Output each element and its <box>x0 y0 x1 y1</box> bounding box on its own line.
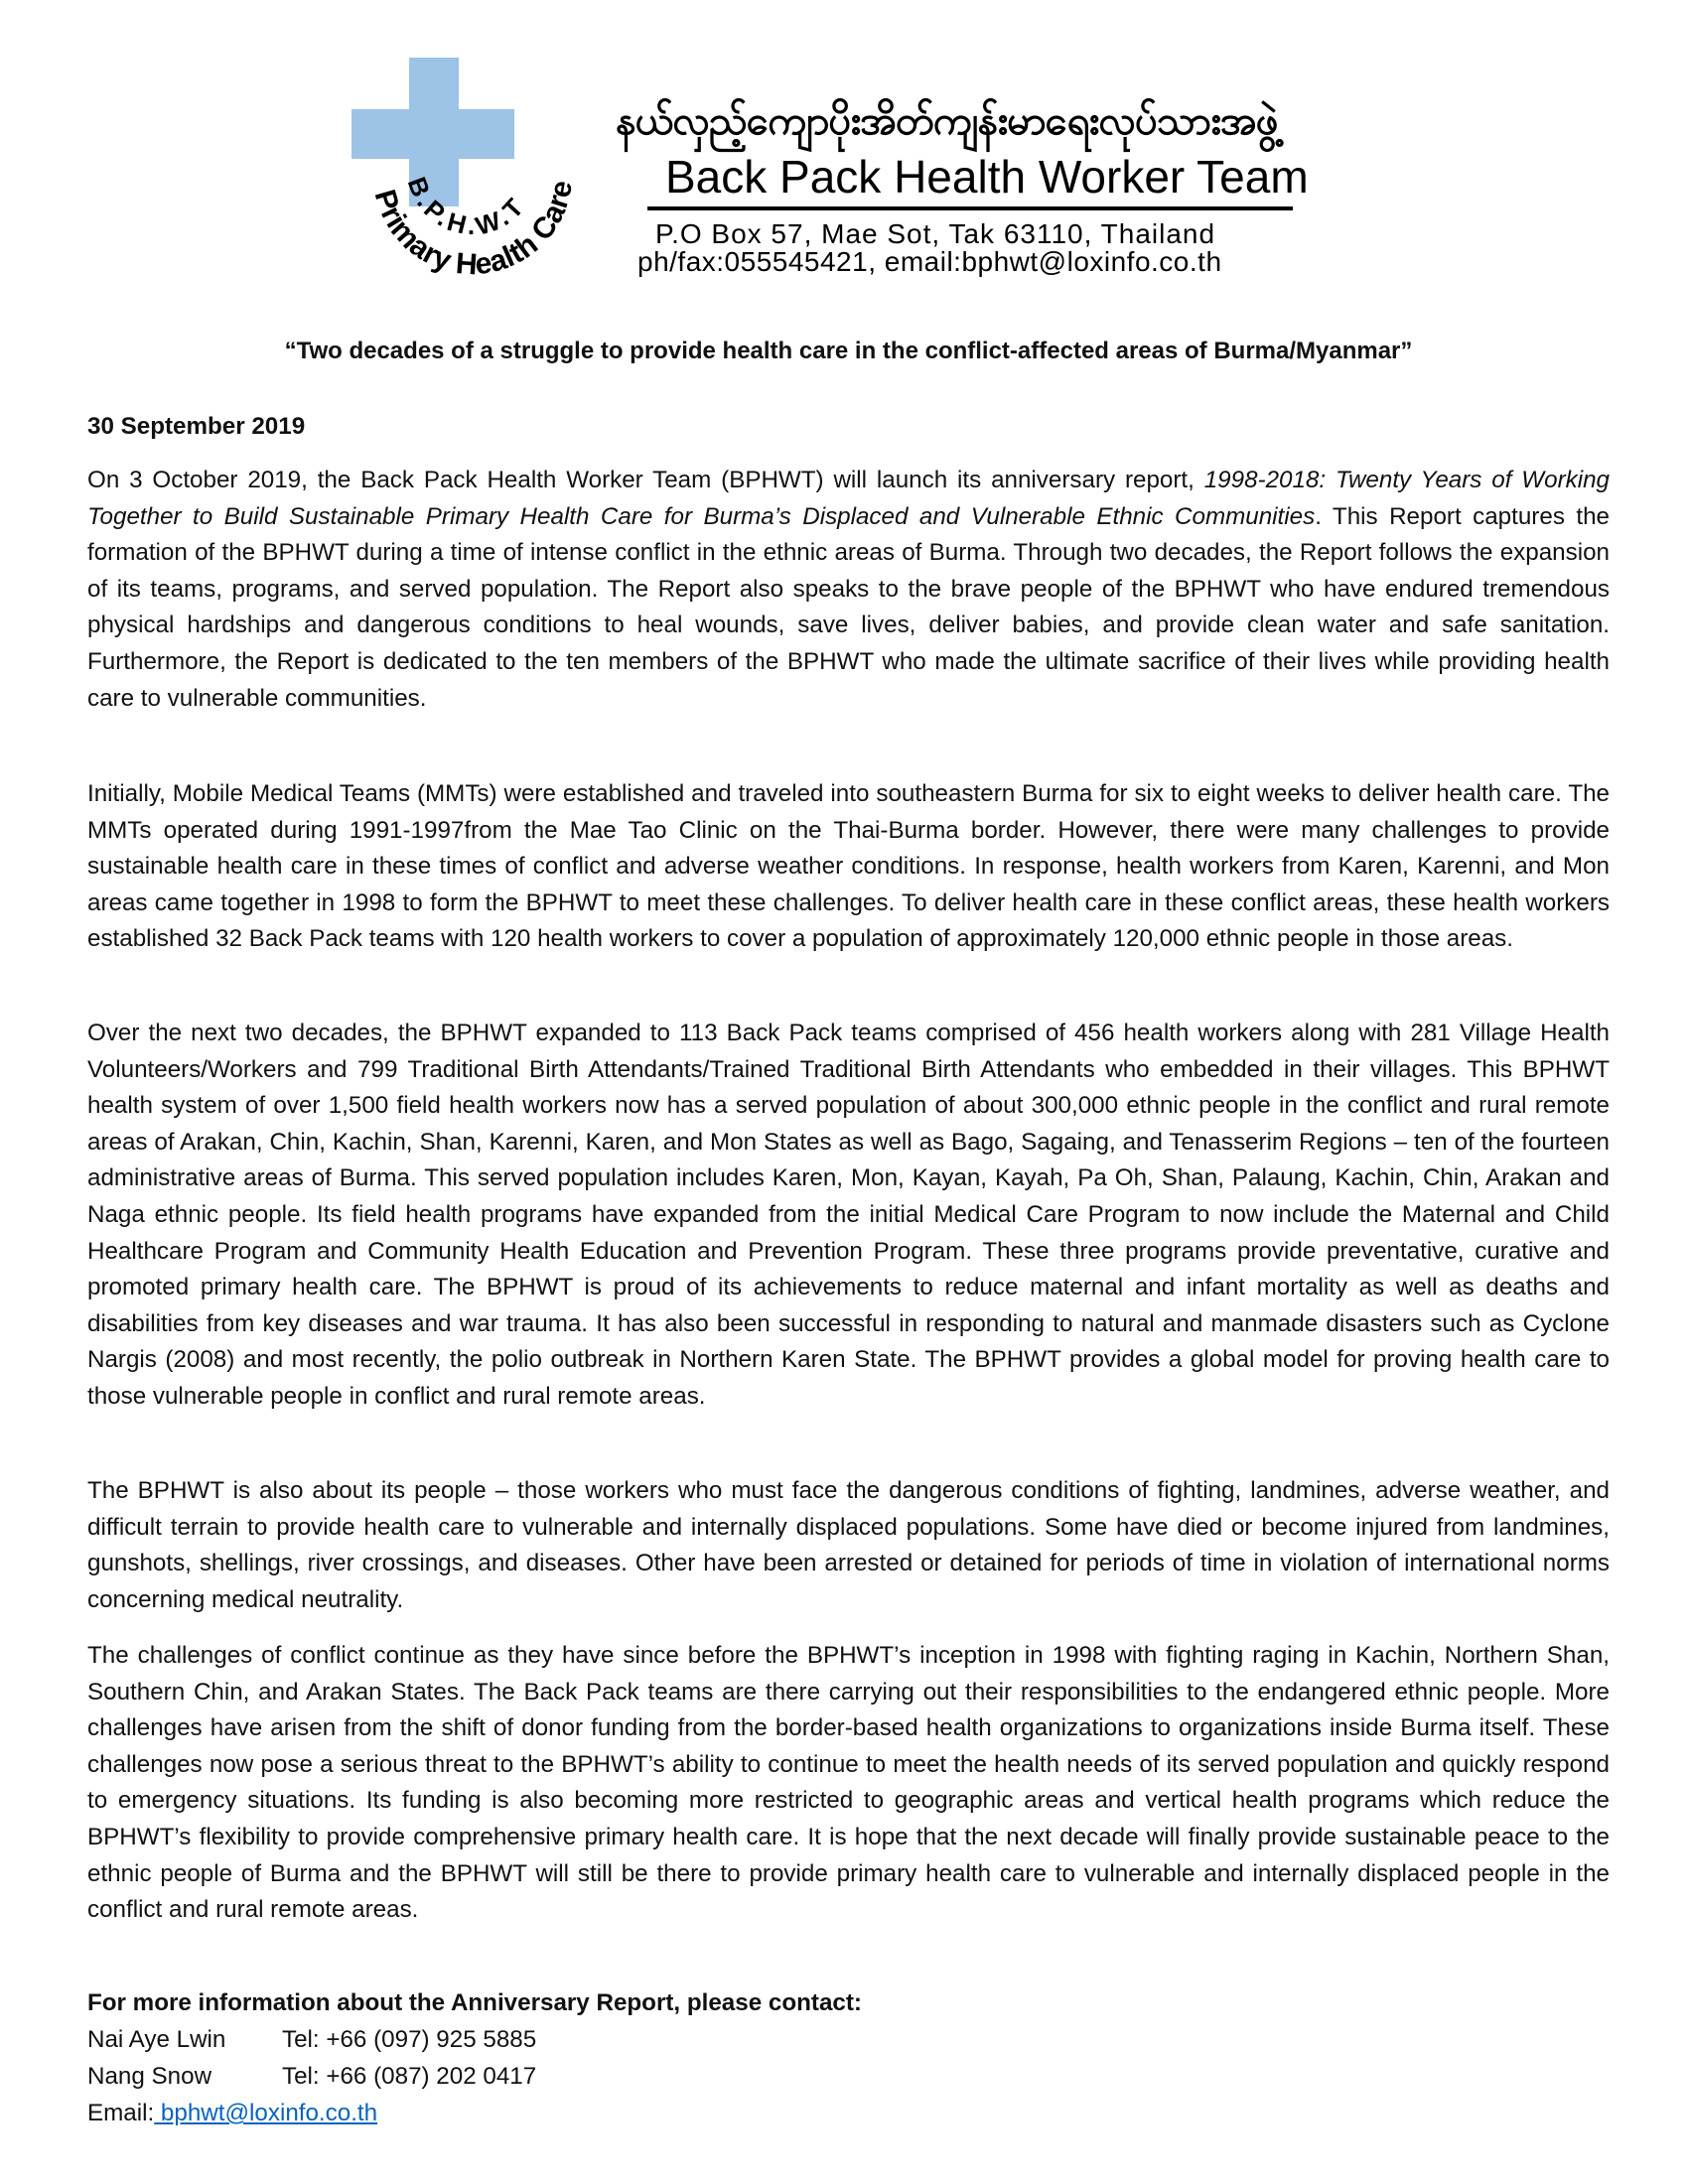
contact-row <box>87 2059 536 2096</box>
paragraph-5: The challenges of conflict continue as they have since before the BPHWT’s inception in 1998 with fighting raging in Kachin, Northern Shan, Southern Chin, and Arakan States. The Back Pack teams are there carrying out their responsibilities to the endangered ethnic people. More challenges have arisen from the shift of donor funding from the border-based health organizations to organizations inside Burma itself. These challenges now pose a serious threat to the BPHWT’s ability to continue to meet the health needs of its served population and quickly respond to emergency situations. Its funding is also becoming more restricted to geographic areas and vertical health programs which reduce the BPHWT’s flexibility to provide comprehensive primary health care. It is hope that the next decade will finally provide sustainable peace to the ethnic people of Burma and the BPHWT will still be there to provide primary health care to vulnerable and internally displaced people in the conflict and rural remote areas. <box>87 1642 1610 1924</box>
report-title: 1998-2018: Twenty Years of Working Together to Build Sustainable Primary Health Care for Burma’s Displaced and Vulnerable Ethnic Communities <box>87 467 1610 530</box>
paragraph-2: Initially, Mobile Medical Teams (MMTs) were established and traveled into southeastern Burma for six to eight weeks to deliver health care. The MMTs operated during 1991-1997from the Mae Tao Clinic on the Thai-Burma border. However, there were many challenges to provide sustainable health care in these times of conflict and adverse weather conditions. In response, health workers from Karen, Karenni, and Mon areas came together in 1998 to form the BPHWT to meet these challenges. To deliver health care in these conflict areas, these health workers established 32 Back Pack teams with 120 health workers to cover a population of approximately 120,000 ethnic people in those areas. <box>87 780 1610 953</box>
svg-text:Primary Health Care: Primary Health Care <box>367 178 579 282</box>
contact-name: Nai Aye Lwin <box>87 2026 226 2053</box>
email-link[interactable]: bphwt@loxinfo.co.th <box>154 2100 378 2126</box>
contact-phone: Tel: +66 (097) 925 5885 <box>282 2026 537 2053</box>
svg-text:B.P.H.W.T: B.P.H.W.T <box>401 173 532 241</box>
paragraph-3: Over the next two decades, the BPHWT expanded to 113 Back Pack teams comprised of 456 health workers along with 281 Village Health Volunteers/Workers and 799 Traditional Birth Attendants/Trained Traditional Birth Attendants who embedded in their villages. This BPHWT health system of over 1,500 field health workers now has a served population of about 300,000 ethnic people in the conflict and rural remote areas of Arakan, Chin, Kachin, Shan, Karenni, Karen, and Mon States as well as Bago, Sagaing, and Tenasserim Regions – ten of the fourteen administrative areas of Burma. This served population includes Karen, Mon, Kayan, Kayah, Pa Oh, Shan, Palaung, Kachin, Chin, Arakan and Naga ethnic people. Its field health programs have expanded from the initial Medical Care Program to now include the Maternal and Child Healthcare Program and Community Health Education and Prevention Program. These three programs provide preventative, curative and promoted primary health care. The BPHWT is proud of its achievements to reduce maternal and infant mortality as well as deaths and disabilities from key diseases and war trauma. It has also been successful in responding to natural and manmade disasters such as Cyclone Nargis (2008) and most recently, the polio outbreak in Northern Karen State. The BPHWT provides a global model for proving health care to those vulnerable people in conflict and rural remote areas. <box>87 1020 1610 1410</box>
contact-email-row <box>87 2096 377 2132</box>
org-name-english: Back Pack Health Worker Team <box>665 151 1309 203</box>
org-contact: ph/fax:055545421, email:bphwt@loxinfo.co.th <box>637 246 1222 277</box>
letterhead <box>338 58 1410 326</box>
paragraph-1-body: . This Report captures the formation of the BPHWT during a time of intense conflict in the ethnic areas of Burma. Through two decades, the Report follows the expansion of its teams, programs, and served population. The Report also speaks to the brave people of the BPHWT who have endured tremendous physical hardships and dangerous conditions to heal wounds, save lives, deliver babies, and provide clean water and safe sanitation. Furthermore, the Report is dedicated to the ten members of the BPHWT who made the ultimate sacrifice of their lives while providing health care to vulnerable communities. <box>87 502 1610 712</box>
release-date: 30 September 2019 <box>87 413 306 440</box>
contact-row <box>87 2022 536 2059</box>
press-release-heading: “Two decades of a struggle to provide health care in the conflict-affected areas of Burma/Myanmar” <box>284 338 1413 364</box>
email-label: Email: <box>87 2100 155 2126</box>
paragraph-1-intro: On 3 October 2019, the Back Pack Health Worker Team (BPHWT) will launch its anniversary report, <box>87 467 1204 493</box>
org-address: P.O Box 57, Mae Sot, Tak 63110, Thailand <box>655 218 1216 249</box>
letterhead-divider <box>647 206 1293 210</box>
contact-name: Nang Snow <box>87 2063 212 2090</box>
contact-heading: For more information about the Anniversary Report, please contact: <box>87 1989 862 2016</box>
org-name-burmese: နယ်လှည့်ကျောပိုးအိတ်ကျန်းမာရေးလုပ်သားအဖွဲ့ <box>616 98 1278 144</box>
contact-phone: Tel: +66 (087) 202 0417 <box>282 2063 537 2090</box>
paragraph-4: The BPHWT is also about its people – those workers who must face the dangerous conditions of fighting, landmines, adverse weather, and difficult terrain to provide health care to vulnerable and internally displaced populations. Some have died or become injured from landmines, gunshots, shellings, river crossings, and diseases. Other have been arrested or detained for periods of time in violation of international norms concerning medical neutrality. <box>87 1477 1610 1613</box>
paragraph-1 <box>87 463 1610 717</box>
